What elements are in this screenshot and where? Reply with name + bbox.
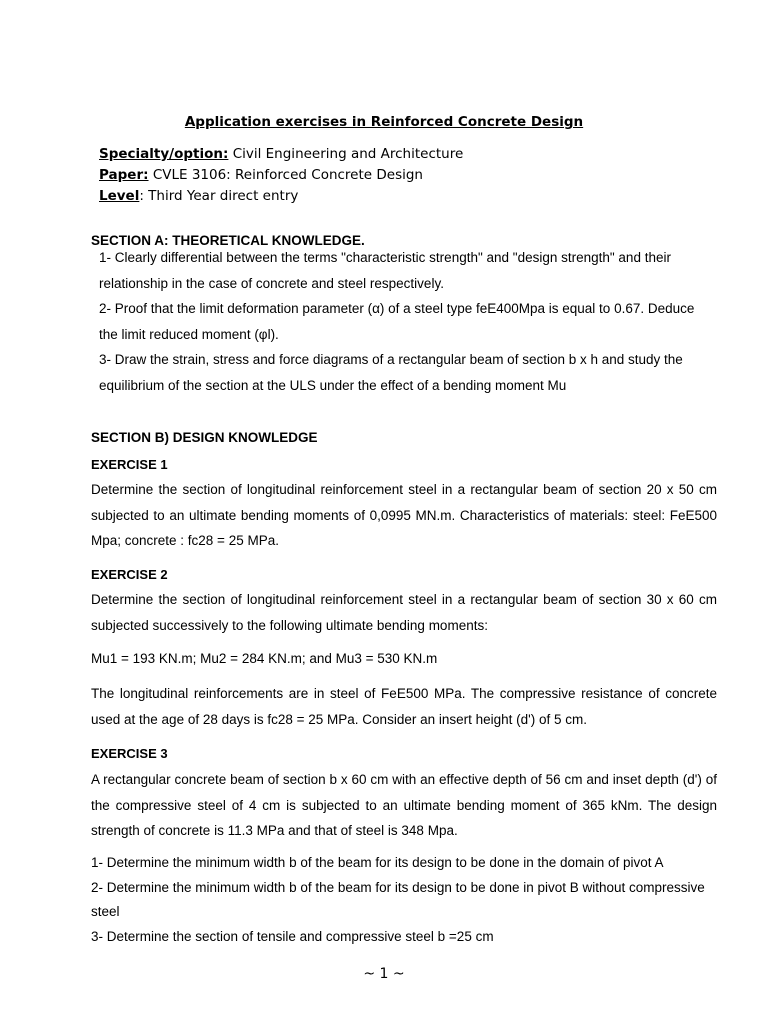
exercise-2-title: EXERCISE 2 — [91, 567, 168, 582]
page-number: ~ 1 ~ — [363, 966, 405, 982]
specialty-line — [99, 146, 463, 162]
paper-value: CVLE 3106: Reinforced Concrete Design — [148, 167, 423, 183]
paper-label: Paper: — [99, 167, 149, 183]
exercise-1-text: Determine the section of longitudinal reinforcement steel in a rectangular beam of section 20 x 50 cm subjected to an ultimate bending moments of 0,0995 MN.m. Characteristics of materials: steel: FeE500 Mpa; concrete : fc28 = 25 MPa. — [91, 482, 717, 548]
exercise-3-question: 2- Determine the minimum width b of the beam for its design to be done in pivot B without compressive steel — [91, 879, 705, 919]
section-a-item: 3- Draw the strain, stress and force diagrams of a rectangular beam of section b x h and study the equilibrium of the section at the ULS under the effect of a bending moment Mu — [99, 352, 683, 393]
document-title: Application exercises in Reinforced Concrete Design — [184, 114, 584, 130]
exercise-2-text: Determine the section of longitudinal reinforcement steel in a rectangular beam of section 30 x 60 cm subjected successively to the following ultimate bending moments: — [91, 592, 717, 633]
section-a-item: 1- Clearly differential between the terms "characteristic strength" and "design strength" and their relationship in the case of concrete and steel respectively. — [99, 250, 671, 291]
paper-line — [99, 167, 423, 183]
exercise-3-question: 1- Determine the minimum width b of the beam for its design to be done in the domain of pivot A — [91, 855, 664, 870]
exercise-3-questions — [91, 851, 731, 949]
level-label: Level — [99, 188, 140, 204]
section-a-heading: SECTION A: THEORETICAL KNOWLEDGE. — [91, 233, 365, 248]
exercise-2-moments: Mu1 = 193 KN.m; Mu2 = 284 KN.m; and Mu3 = 530 KN.m — [91, 651, 438, 666]
specialty-label: Specialty/option: — [99, 146, 229, 162]
exercise-2-materials: The longitudinal reinforcements are in steel of FeE500 MPa. The compressive resistance of concrete used at the age of 28 days is fc28 = 25 MPa. Consider an insert height (d') of 5 cm. — [91, 686, 717, 727]
exercise-3-title: EXERCISE 3 — [91, 746, 168, 761]
level-value: : Third Year direct entry — [139, 188, 299, 204]
exercise-3-question: 3- Determine the section of tensile and compressive steel b =25 cm — [91, 928, 494, 944]
exercise-1-title: EXERCISE 1 — [91, 457, 168, 472]
section-b-heading: SECTION B) DESIGN KNOWLEDGE — [91, 430, 318, 445]
section-a-item: 2- Proof that the limit deformation parameter (α) of a steel type feE400Mpa is equal to 0.67. Deduce the limit reduced moment (φl). — [99, 301, 695, 342]
level-line — [99, 188, 298, 204]
section-a-list — [99, 245, 715, 398]
exercise-3-text: A rectangular concrete beam of section b x 60 cm with an effective depth of 56 cm and inset depth (d') of the compressive steel of 4 cm is subjected to an ultimate bending moment of 365 kNm. The design strength of concrete is 11.3 MPa and that of steel is 348 Mpa. — [91, 772, 717, 838]
specialty-value: Civil Engineering and Architecture — [228, 146, 464, 162]
